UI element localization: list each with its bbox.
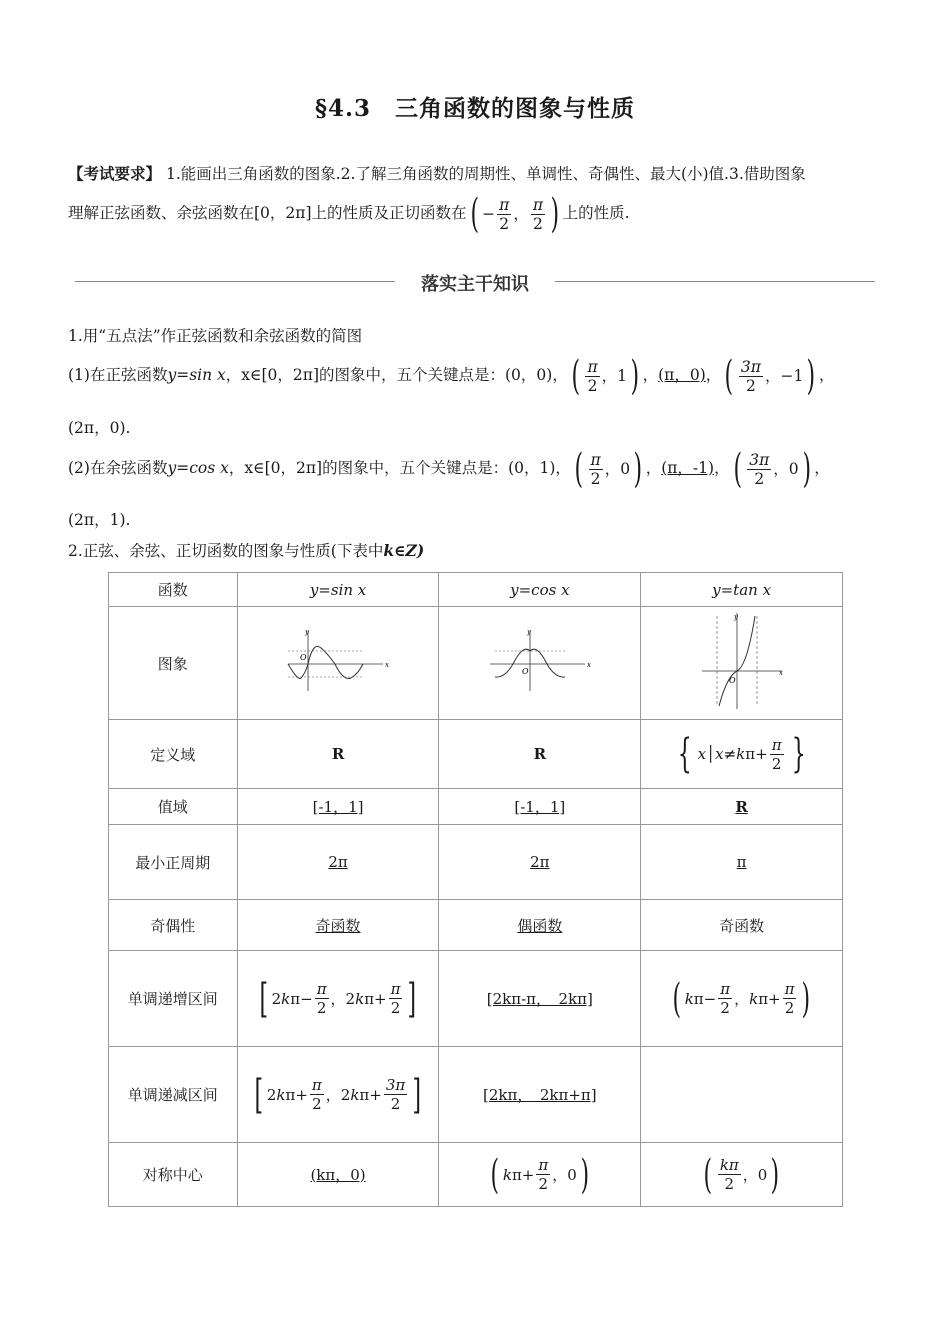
cos-symmetry: ( k π+ $\frac{\pi}{2}$ ，0 ) bbox=[439, 1143, 641, 1207]
table-header: 函数 bbox=[109, 573, 238, 607]
sin-decreasing: [ 2 k π+ $\frac{\pi}{2}$ ，2 k π+ $\frac{3\pi}{2}$ ] bbox=[237, 1047, 439, 1143]
paragraph-1b: (2)在余弦函数y=cos x，x∈[0，2π]的图象中，五个关键点是：(0，1)， ( $\frac{\pi}{2}$ ，0 ) ，(π，-1)， ( $\frac{3\pi}{2}$ ，0 ) ， bbox=[68, 446, 830, 492]
table-row: 定义域 R R { x │ x ≠ k π+ $\frac{\pi}{2}$ } bbox=[109, 720, 843, 789]
tan-domain: { x │ x ≠ k π+ $\frac{\pi}{2}$ } bbox=[641, 720, 843, 789]
svg-text:x: x bbox=[586, 661, 591, 669]
table-row: 值域 [-1，1] [-1，1] R bbox=[109, 789, 843, 825]
cos-graph bbox=[439, 607, 641, 720]
paragraph-1a: (1)在正弦函数y=sin x，x∈[0，2π]的图象中，五个关键点是：(0，0)， ( $\frac{\pi}{2}$ ，1 ) ，(π，0)， ( $\frac{3\pi}{2}$ ，−1 ) ， bbox=[68, 353, 835, 399]
svg-text:y: y bbox=[526, 628, 531, 636]
sin-increasing: [ 2 k π− $\frac{\pi}{2}$ ，2 k π+ $\frac{\pi}{2}$ ] bbox=[237, 951, 439, 1047]
table-row: 奇偶性 奇函数 偶函数 奇函数 bbox=[109, 900, 843, 951]
table-row: 单调递减区间 [ 2 k π+ $\frac{\pi}{2}$ ，2 k π+ $\frac{3\pi}{2}$ ] [2kπ， 2kπ+π] bbox=[109, 1047, 843, 1143]
table-row bbox=[109, 573, 843, 607]
row-label: 单调递增区间 bbox=[109, 951, 238, 1047]
row-label: 最小正周期 bbox=[109, 825, 238, 900]
blank-answer: (π，0) bbox=[658, 366, 706, 384]
paragraph-1a-end: (2π，0). bbox=[68, 419, 131, 437]
svg-text:O: O bbox=[728, 676, 736, 685]
svg-text:x: x bbox=[778, 669, 783, 677]
table-row: 单调递增区间 [ 2 k π− $\frac{\pi}{2}$ ，2 k π+ $\frac{\pi}{2}$ ] [2kπ-π， 2kπ] ( k π− $\frac{\pi}{2}$ ， k π+ $\frac{\pi}{2}$ ) bbox=[109, 951, 843, 1047]
tan-interval: ( − $\frac{\pi}{2}$ ， $\frac{\pi}{2}$ ) bbox=[470, 191, 560, 237]
row-label: 定义域 bbox=[109, 720, 238, 789]
tan-graph bbox=[641, 607, 843, 720]
row-label: 单调递减区间 bbox=[109, 1047, 238, 1143]
table-header: y=tan x bbox=[641, 573, 843, 607]
section-heading: 落实主干知识 bbox=[421, 274, 529, 295]
row-label: 对称中心 bbox=[109, 1143, 238, 1207]
table-row bbox=[109, 607, 843, 720]
svg-text:x: x bbox=[385, 661, 389, 669]
paragraph-1: 1.用“五点法”作正弦函数和余弦函数的简图 bbox=[68, 327, 363, 345]
row-label: 值域 bbox=[109, 789, 238, 825]
svg-text:O: O bbox=[521, 667, 529, 676]
table-row: 对称中心 (kπ，0) ( k π+ $\frac{\pi}{2}$ ，0 ) ( $\frac{k\pi}{2}$ ，0 ) bbox=[109, 1143, 843, 1207]
svg-text:y: y bbox=[305, 628, 310, 636]
table-row: 最小正周期 2π 2π π bbox=[109, 825, 843, 900]
row-label: 图象 bbox=[109, 607, 238, 720]
blank-answer: (π，-1) bbox=[661, 459, 715, 477]
table-header: y=sin x bbox=[237, 573, 439, 607]
svg-text:y: y bbox=[733, 613, 738, 621]
tan-increasing: ( k π− $\frac{\pi}{2}$ ， k π+ $\frac{\pi}{2}$ ) bbox=[641, 951, 843, 1047]
table-header: y=cos x bbox=[439, 573, 641, 607]
row-label: 奇偶性 bbox=[109, 900, 238, 951]
requirements-line1: 【考试要求】 1.能画出三角函数的图象.2.了解三角函数的周期性、单调性、奇偶性、最大(小)值.3.借助图象 bbox=[68, 164, 806, 183]
requirements-line2: 理解正弦函数、余弦函数在[0，2π]上的性质及正切函数在 ( − $\frac{\pi}{2}$ ， $\frac{\pi}{2}$ ) 上的性质. bbox=[68, 191, 630, 237]
sin-graph bbox=[237, 607, 439, 720]
requirements-tag: 【考试要求】 bbox=[68, 164, 162, 183]
tan-symmetry: ( $\frac{k\pi}{2}$ ，0 ) bbox=[641, 1143, 843, 1207]
section-divider bbox=[75, 270, 875, 294]
svg-text:O: O bbox=[300, 653, 307, 662]
paragraph-2: 2.正弦、余弦、正切函数的图象与性质(下表中k∈Z) bbox=[68, 541, 425, 560]
paragraph-1b-end: (2π，1). bbox=[68, 511, 131, 529]
properties-table bbox=[108, 572, 843, 1207]
page-title: §4.3 三角函数的图象与性质 bbox=[314, 95, 636, 122]
